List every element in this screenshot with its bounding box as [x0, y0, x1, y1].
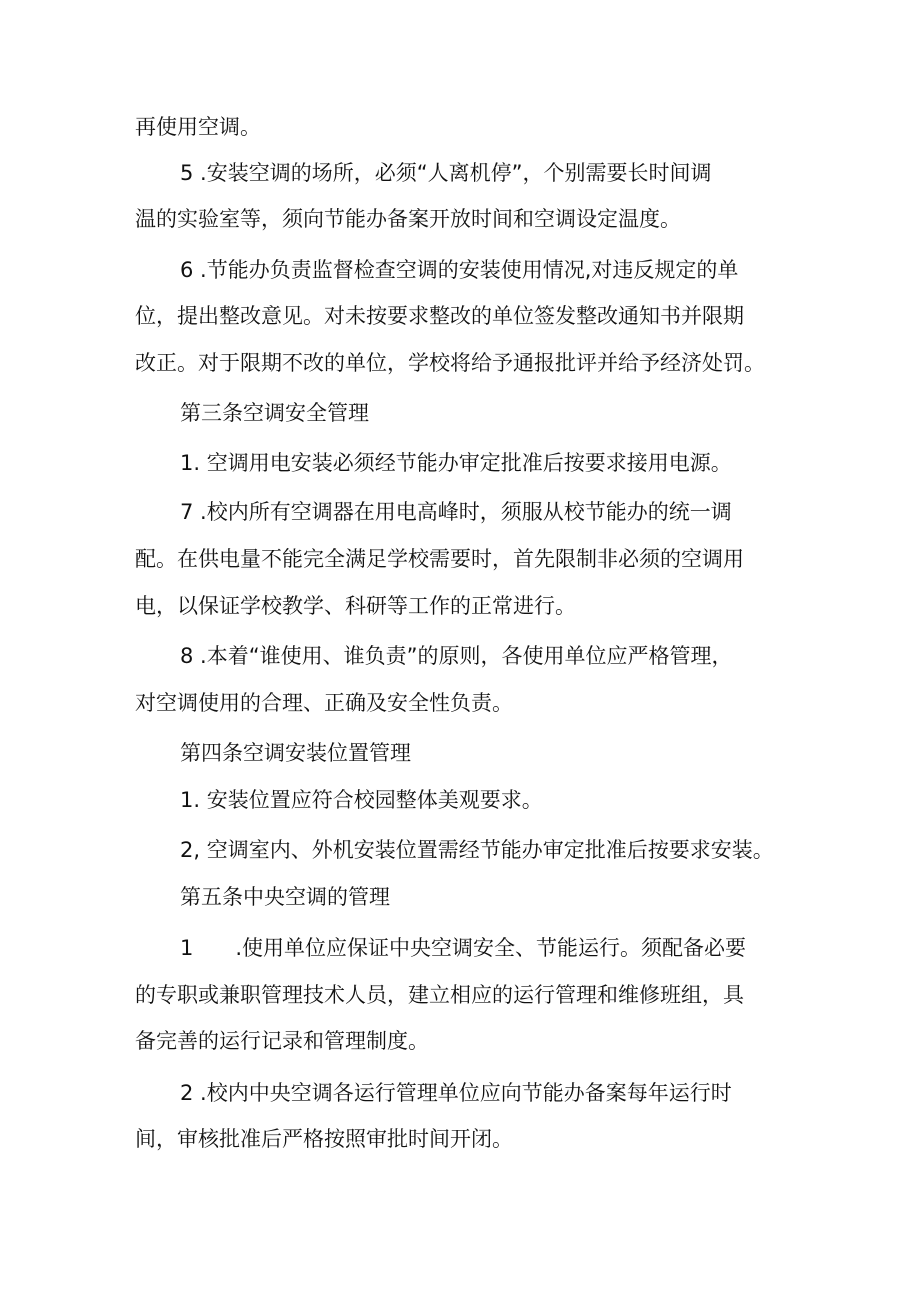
- line-text: 1. 安装位置应符合校园整体美观要求。: [180, 788, 543, 812]
- section-heading: [0, 877, 920, 917]
- line-text: 位，提出整改意见。对未按要求整改的单位签发整改通知书并限期: [135, 304, 744, 328]
- text-line: [0, 1073, 920, 1113]
- text-line: [0, 683, 920, 723]
- line-text: 6 .节能办负责监督检查空调的安装使用情况,对违反规定的单: [180, 258, 739, 282]
- text-line: [0, 1119, 920, 1159]
- line-text: 对空调使用的合理、正确及安全性负责。: [135, 691, 513, 715]
- text-line: [0, 586, 920, 626]
- line-text: 配。在供电量不能完全满足学校需要时，首先限制非必须的空调用: [135, 547, 744, 571]
- line-text: 7 .校内所有空调器在用电高峰时，须服从校节能办的统一调: [180, 500, 732, 524]
- line-text: 第五条中央空调的管理: [180, 885, 390, 909]
- line-text: 8 .本着“谁使用、谁负责”的原则，各使用单位应严格管理，: [180, 644, 733, 668]
- line-text: 备完善的运行记录和管理制度。: [135, 1029, 429, 1053]
- section-heading: [0, 393, 920, 433]
- text-line: [0, 636, 920, 676]
- text-line: [0, 539, 920, 579]
- line-text: 温的实验室等，须向节能办备案开放时间和空调设定温度。: [135, 207, 681, 231]
- line-text: 的专职或兼职管理技术人员，建立相应的运行管理和维修班组，具: [135, 983, 744, 1007]
- text-line: [0, 250, 920, 290]
- text-line: [0, 1021, 920, 1061]
- line-text: 5 .安装空调的场所，必须“人离机停”，个别需要长时间调: [180, 161, 712, 185]
- text-line: [0, 975, 920, 1015]
- text-line: [0, 928, 920, 968]
- text-line: [0, 443, 920, 483]
- line-text: 电，以保证学校教学、科研等工作的正常进行。: [135, 594, 576, 618]
- line-text: 2, 空调室内、外机安装位置需经节能办审定批准后按要求安装。: [180, 838, 774, 862]
- line-text: 间，审核批准后严格按照审批时间开闭。: [135, 1127, 513, 1151]
- text-line: [0, 153, 920, 193]
- section-heading: [0, 733, 920, 773]
- text-line: [0, 492, 920, 532]
- text-line: [0, 780, 920, 820]
- text-line: [0, 343, 920, 383]
- line-text: 再使用空调。: [135, 115, 261, 139]
- text-line: [0, 107, 920, 147]
- line-text: 改正。对于限期不改的单位，学校将给予通报批评并给予经济处罚。: [135, 351, 765, 375]
- text-line: [0, 830, 920, 870]
- line-text: 1. 空调用电安装必须经节能办审定批准后按要求接用电源。: [180, 451, 732, 475]
- line-text: 2 .校内中央空调各运行管理单位应向节能办备案每年运行时: [180, 1081, 732, 1105]
- line-text: 第三条空调安全管理: [180, 401, 369, 425]
- line-text: 1 .使用单位应保证中央空调安全、节能运行。须配备必要: [180, 936, 747, 960]
- text-line: [0, 199, 920, 239]
- line-text: 第四条空调安装位置管理: [180, 741, 411, 765]
- text-line: [0, 296, 920, 336]
